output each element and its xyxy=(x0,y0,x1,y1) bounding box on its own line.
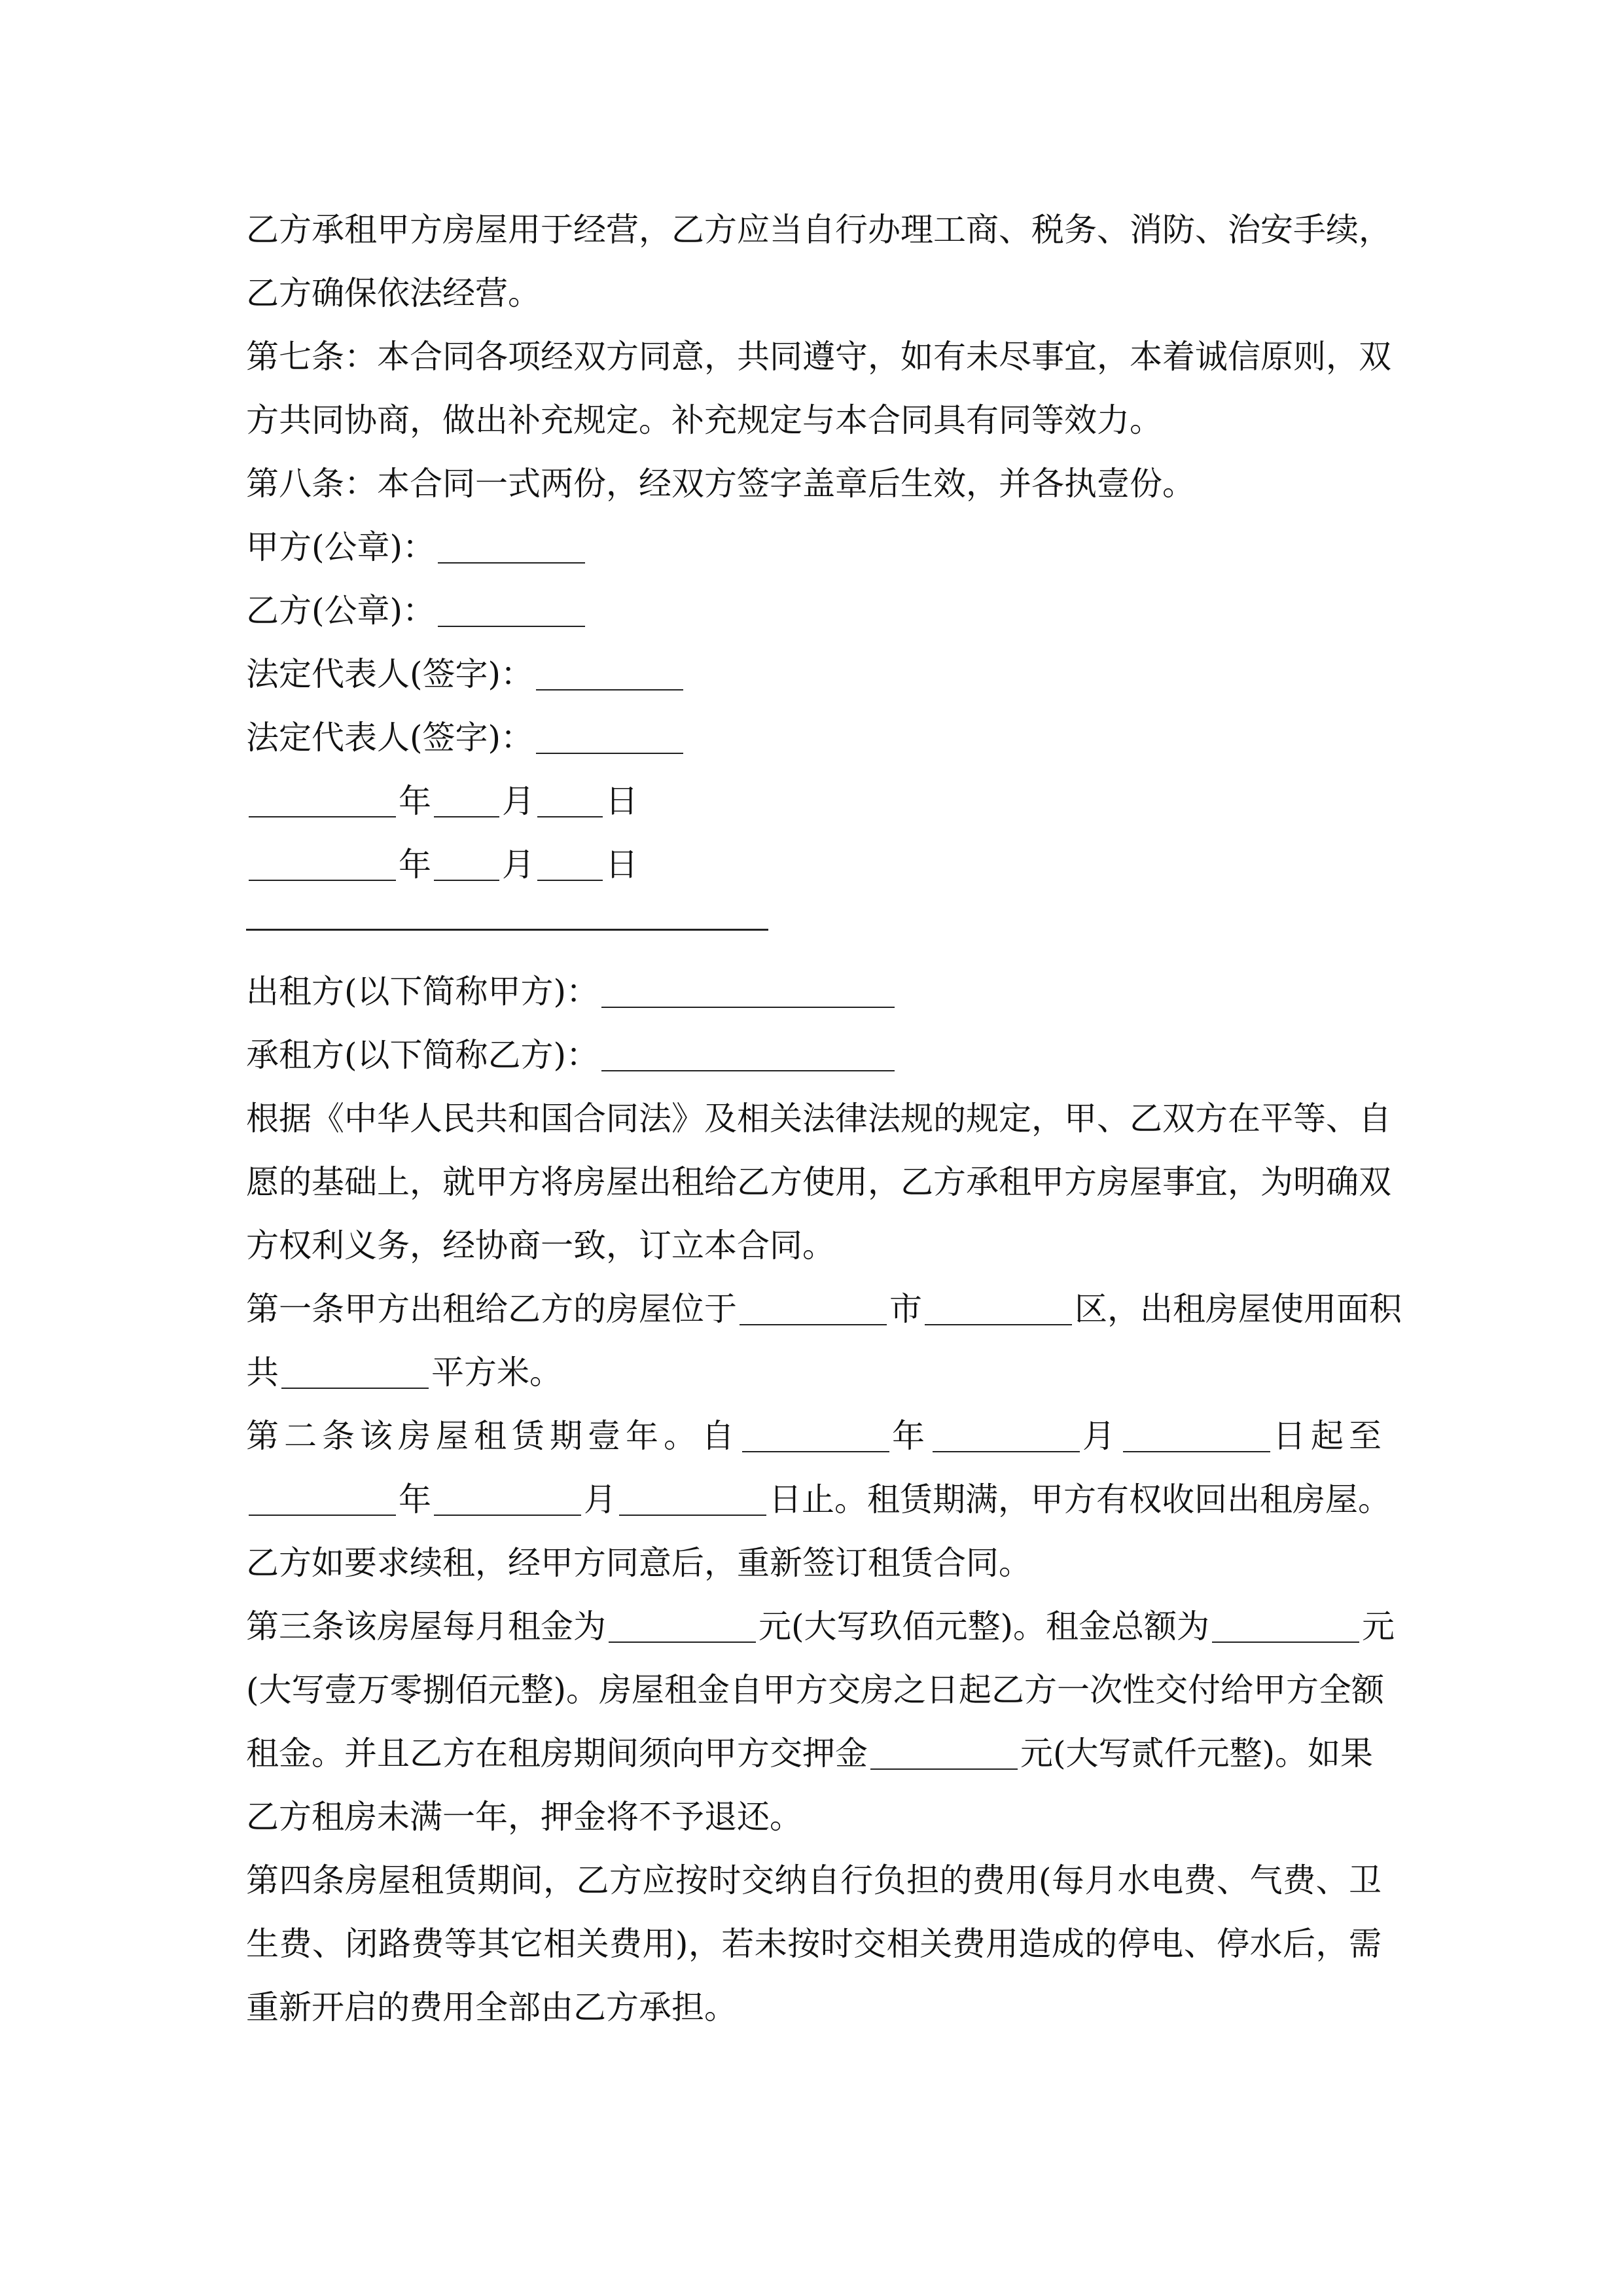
lessee-blank xyxy=(601,1070,895,1071)
article-3-line-1 xyxy=(246,1605,1395,1648)
article-1-text-a: 第一条甲方出租给乙方的房屋位于 xyxy=(246,1290,737,1328)
article-3-text-a: 第三条该房屋每月租金为 xyxy=(246,1607,606,1645)
party-a-seal-line xyxy=(246,526,1382,569)
clause-6-line-2: 乙方确保依法经营。 xyxy=(246,274,541,312)
end-year-blank xyxy=(249,1515,396,1516)
lessee-line xyxy=(246,1033,1382,1077)
date-b-month-blank xyxy=(434,880,499,881)
date-a-day: 日 xyxy=(605,782,638,820)
rep-a-sign-line xyxy=(246,653,1382,696)
article-4-line-3: 重新开启的费用全部由乙方承担。 xyxy=(246,1988,737,2026)
rep-a-sign-blank xyxy=(536,689,683,691)
city-blank xyxy=(740,1324,887,1325)
preamble-line-3: 方权利义务，经协商一致，订立本合同。 xyxy=(246,1227,835,1265)
article-3-text-e: 元(大写贰仟元整)。如果 xyxy=(1020,1734,1374,1772)
rep-a-sign-label: 法定代表人(签字)： xyxy=(246,655,534,693)
preamble-line-1: 根据《中华人民共和国合同法》及相关法律法规的规定，甲、乙双方在平等、自 xyxy=(246,1100,1391,1138)
article-4-line-2: 生费、闭路费等其它相关费用)，若未按时交相关费用造成的停电、停水后，需 xyxy=(246,1925,1382,1963)
article-3-text-b: 元(大写玖佰元整)。租金总额为 xyxy=(758,1607,1210,1645)
date-a-year-blank xyxy=(249,816,396,817)
total-rent-blank xyxy=(1212,1641,1359,1643)
article-1-text-d: 共 xyxy=(246,1354,279,1391)
date-a-day-blank xyxy=(537,816,603,817)
article-1-text-e: 平方米。 xyxy=(431,1354,562,1391)
article-3-text-c: 元 xyxy=(1362,1607,1395,1645)
article-7-line-2: 方共同协商，做出补充规定。补充规定与本合同具有同等效力。 xyxy=(246,401,1162,439)
party-b-seal-line xyxy=(246,589,1382,632)
date-b-year: 年 xyxy=(399,846,431,884)
party-b-seal-blank xyxy=(438,626,585,627)
area-blank xyxy=(281,1388,429,1389)
article-3-line-3 xyxy=(246,1732,1382,1775)
article-3-line-4: 乙方租房未满一年，押金将不予退还。 xyxy=(246,1798,802,1836)
section-divider xyxy=(246,929,768,931)
party-a-seal-label: 甲方(公章)： xyxy=(246,528,436,566)
rep-b-sign-blank xyxy=(536,753,683,754)
end-month-blank xyxy=(434,1515,581,1516)
article-2-text-a: 第二条该房屋租赁期壹年。自 xyxy=(246,1417,740,1455)
article-4-line-1: 第四条房屋租赁期间，乙方应按时交纳自行负担的费用(每月水电费、气费、卫 xyxy=(246,1861,1382,1899)
date-a-year: 年 xyxy=(399,782,431,820)
rep-b-sign-label: 法定代表人(签字)： xyxy=(246,719,534,757)
article-2-text-f: 月 xyxy=(584,1480,616,1518)
date-line-a xyxy=(246,780,1382,823)
start-day-blank xyxy=(1123,1451,1270,1452)
article-8: 第八条：本合同一式两份，经双方签字盖章后生效，并各执壹份。 xyxy=(246,465,1195,503)
article-1-line-1 xyxy=(246,1287,1402,1331)
article-2-text-b: 年 xyxy=(892,1417,930,1455)
rep-b-sign-line xyxy=(246,716,1382,759)
article-2-text-g: 日止。租赁期满，甲方有权收回出租房屋。 xyxy=(769,1480,1391,1518)
date-b-year-blank xyxy=(249,880,396,881)
article-3-text-d: 租金。并且乙方在租房期间须向甲方交押金 xyxy=(246,1734,868,1772)
date-line-b xyxy=(246,843,1382,886)
deposit-blank xyxy=(870,1768,1018,1770)
date-a-month: 月 xyxy=(502,782,535,820)
article-2-text-e: 年 xyxy=(399,1480,431,1518)
date-b-day-blank xyxy=(537,880,603,881)
lessor-line xyxy=(246,970,1382,1013)
article-7-line-1: 第七条：本合同各项经双方同意，共同遵守，如有未尽事宜，本着诚信原则，双 xyxy=(246,338,1391,376)
date-b-month: 月 xyxy=(502,846,535,884)
article-1-text-c: 区，出租房屋使用面积 xyxy=(1075,1290,1402,1328)
preamble-line-2: 愿的基础上，就甲方将房屋出租给乙方使用，乙方承租甲方房屋事宜，为明确双 xyxy=(246,1163,1391,1201)
article-2-line-3: 乙方如要求续租，经甲方同意后，重新签订租赁合同。 xyxy=(246,1544,1031,1582)
district-blank xyxy=(925,1324,1072,1325)
article-1-text-b: 市 xyxy=(889,1290,922,1328)
article-2-line-2 xyxy=(246,1478,1391,1521)
party-b-seal-label: 乙方(公章)： xyxy=(246,592,436,630)
start-month-blank xyxy=(933,1451,1080,1452)
lessee-label: 承租方(以下简称乙方)： xyxy=(246,1036,599,1074)
article-2-line-1 xyxy=(246,1414,1387,1458)
article-2-text-c: 月 xyxy=(1082,1417,1120,1455)
lessor-blank xyxy=(601,1007,895,1008)
article-3-line-2: (大写壹万零捌佰元整)。房屋租金自甲方交房之日起乙方一次性交付给甲方全额 xyxy=(246,1671,1385,1709)
article-2-text-d: 日起至 xyxy=(1273,1417,1387,1455)
start-year-blank xyxy=(742,1451,889,1452)
party-a-seal-blank xyxy=(438,562,585,564)
date-a-month-blank xyxy=(434,816,499,817)
article-1-line-2 xyxy=(246,1351,1382,1394)
end-day-blank xyxy=(619,1515,766,1516)
monthly-rent-blank xyxy=(609,1641,756,1643)
clause-6-line-1: 乙方承租甲方房屋用于经营，乙方应当自行办理工商、税务、消防、治安手续， xyxy=(246,211,1391,249)
date-b-day: 日 xyxy=(605,846,638,884)
lessor-label: 出租方(以下简称甲方)： xyxy=(246,973,599,1011)
